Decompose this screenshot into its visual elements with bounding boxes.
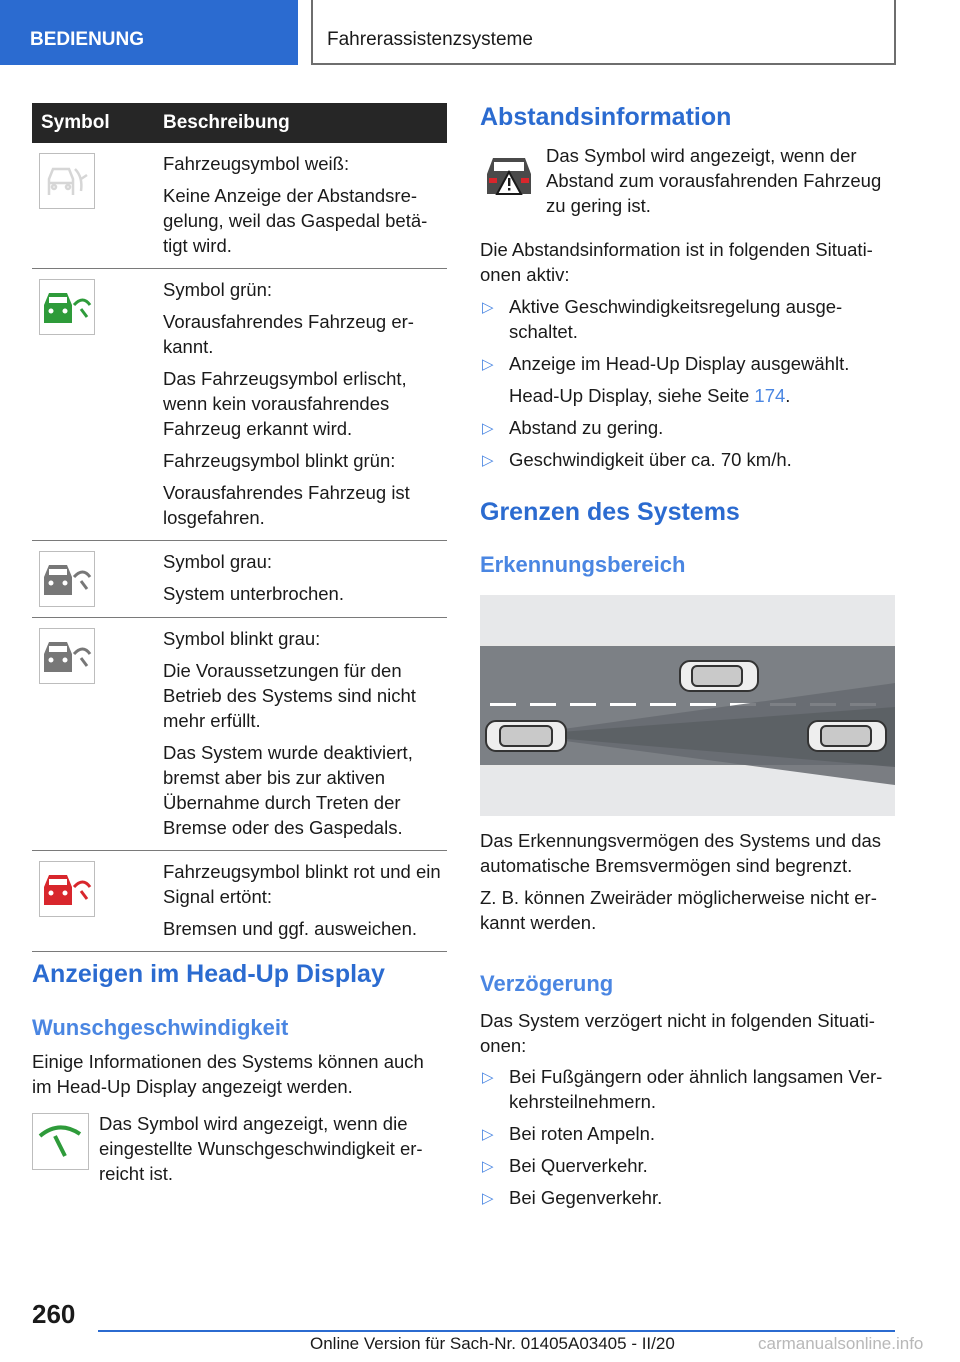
detection-range-illustration — [480, 595, 895, 816]
list-item: ▷ Bei Fußgängern oder ähnlich langsamen Ver-kehrsteilnehmern. — [482, 1066, 883, 1112]
table-row — [32, 143, 447, 269]
row-text: Das Fahrzeugsymbol erlischt, wenn kein vorausfahrendes Fahrzeug erkannt wird. — [163, 368, 407, 439]
page-number: 260 — [32, 1299, 76, 1329]
triangle-bullet-icon: ▷ — [482, 299, 494, 316]
page-link[interactable]: 174 — [754, 385, 786, 406]
hud-icon-text: Das Symbol wird angezeigt, wenn die eingestellte Wunschgeschwindigkeit er-reicht ist. — [99, 1113, 423, 1184]
speed-reached-icon — [32, 1113, 89, 1170]
vehicle-red-icon — [39, 861, 95, 917]
cross-reference: Head-Up Display, siehe Seite 174. — [509, 385, 791, 406]
vehicle-gray-blink-icon — [39, 628, 95, 684]
list-item: ▷ Bei Querverkehr. — [480, 1153, 896, 1178]
list-item: ▷ Aktive Geschwindigkeitsregelung ausge-schaltet. — [482, 296, 843, 342]
list-item: ▷ Abstand zu gering. — [480, 415, 896, 440]
triangle-bullet-icon: ▷ — [482, 1190, 494, 1207]
row-text: Keine Anzeige der Abstandsre-gelung, weil das Gaspedal betä-tigt wird. — [163, 185, 428, 256]
list-item: ▷ Bei Gegenverkehr. — [480, 1185, 896, 1210]
abstand-intro: Die Abstandsinformation ist in folgenden Situati-onen aktiv: — [480, 239, 873, 285]
table-row — [32, 851, 447, 952]
abstand-icon-text: Das Symbol wird angezeigt, wenn der Abstand zum vorausfahrenden Fahrzeug zu gering ist. — [546, 145, 882, 216]
vehicle-green-icon — [39, 279, 95, 335]
footer-version: Online Version für Sach-Nr. 01405A03405 - II/20 — [310, 1334, 675, 1353]
grenzen-text-2: Z. B. können Zweiräder möglicherweise nicht er-kannt werden. — [480, 887, 877, 933]
row-text: Vorausfahrendes Fahrzeug er-kannt. — [163, 311, 414, 357]
footer-divider — [98, 1330, 895, 1332]
triangle-bullet-icon: ▷ — [482, 1158, 494, 1175]
table-row — [32, 618, 447, 851]
column-header-symbol: Symbol — [41, 112, 110, 133]
row-text: Vorausfahrendes Fahrzeug ist losgefahren. — [163, 482, 410, 528]
list-item: ▷ Anzeige im Head-Up Display ausgewählt. Head-Up Display, siehe Seite 174. — [480, 351, 896, 408]
grenzen-heading: Grenzen des Systems — [480, 498, 740, 526]
chapter-title: Fahrerassistenzsysteme — [327, 29, 533, 50]
row-text: Symbol blinkt grau: — [163, 628, 321, 649]
distance-warning-icon — [480, 145, 537, 202]
row-text: Bremsen und ggf. ausweichen. — [163, 918, 418, 939]
row-text: Das System wurde deaktiviert, bremst aber bis zur aktiven Übernahme durch Treten der Bremse oder des Gaspedals. — [163, 742, 413, 838]
hud-intro: Einige Informationen des Systems können auch im Head-Up Display angezeigt werden. — [32, 1051, 424, 1097]
triangle-bullet-icon: ▷ — [482, 452, 494, 469]
grenzen-text-1: Das Erkennungsvermögen des Systems und das automatische Bremsvermögen sind begrenzt. — [480, 830, 882, 876]
table-row — [32, 541, 447, 618]
row-text: Fahrzeugsymbol blinkt rot und ein Signal ertönt: — [163, 861, 441, 907]
chapter-header — [311, 0, 896, 65]
row-text: Die Voraussetzungen für den Betrieb des Systems sind nicht mehr erfüllt. — [163, 660, 416, 731]
section-title: BEDIENUNG — [30, 29, 145, 50]
row-text: Symbol grau: — [163, 551, 272, 572]
triangle-bullet-icon: ▷ — [482, 1069, 494, 1086]
vehicle-gray-icon — [39, 551, 95, 607]
row-text: Fahrzeugsymbol blinkt grün: — [163, 450, 396, 471]
hud-subheading: Wunschgeschwindigkeit — [32, 1015, 289, 1040]
erkennungsbereich-heading: Erkennungsbereich — [480, 552, 686, 577]
abstand-list — [480, 294, 896, 479]
car-front — [680, 661, 758, 691]
verzoegerung-list — [480, 1064, 896, 1217]
abstand-heading: Abstandsinformation — [480, 103, 732, 131]
column-header-description: Beschreibung — [163, 112, 290, 133]
section-tab — [0, 0, 298, 65]
symbol-table — [32, 103, 447, 952]
verzoegerung-heading: Verzögerung — [480, 971, 614, 996]
watermark: carmanualsonline.info — [758, 1334, 924, 1353]
row-text: Symbol grün: — [163, 279, 272, 300]
vehicle-white-icon — [39, 153, 95, 209]
triangle-bullet-icon: ▷ — [482, 420, 494, 437]
row-text: System unterbrochen. — [163, 583, 344, 604]
row-text: Fahrzeugsymbol weiß: — [163, 153, 350, 174]
verzoegerung-intro: Das System verzögert nicht in folgenden Situati-onen: — [480, 1010, 875, 1056]
triangle-bullet-icon: ▷ — [482, 356, 494, 373]
triangle-bullet-icon: ▷ — [482, 1126, 494, 1143]
list-item: ▷ Bei roten Ampeln. — [480, 1121, 896, 1146]
list-item: ▷ Geschwindigkeit über ca. 70 km/h. — [480, 447, 896, 472]
table-header — [32, 103, 447, 143]
hud-heading: Anzeigen im Head-Up Display — [32, 960, 385, 988]
table-row — [32, 269, 447, 541]
